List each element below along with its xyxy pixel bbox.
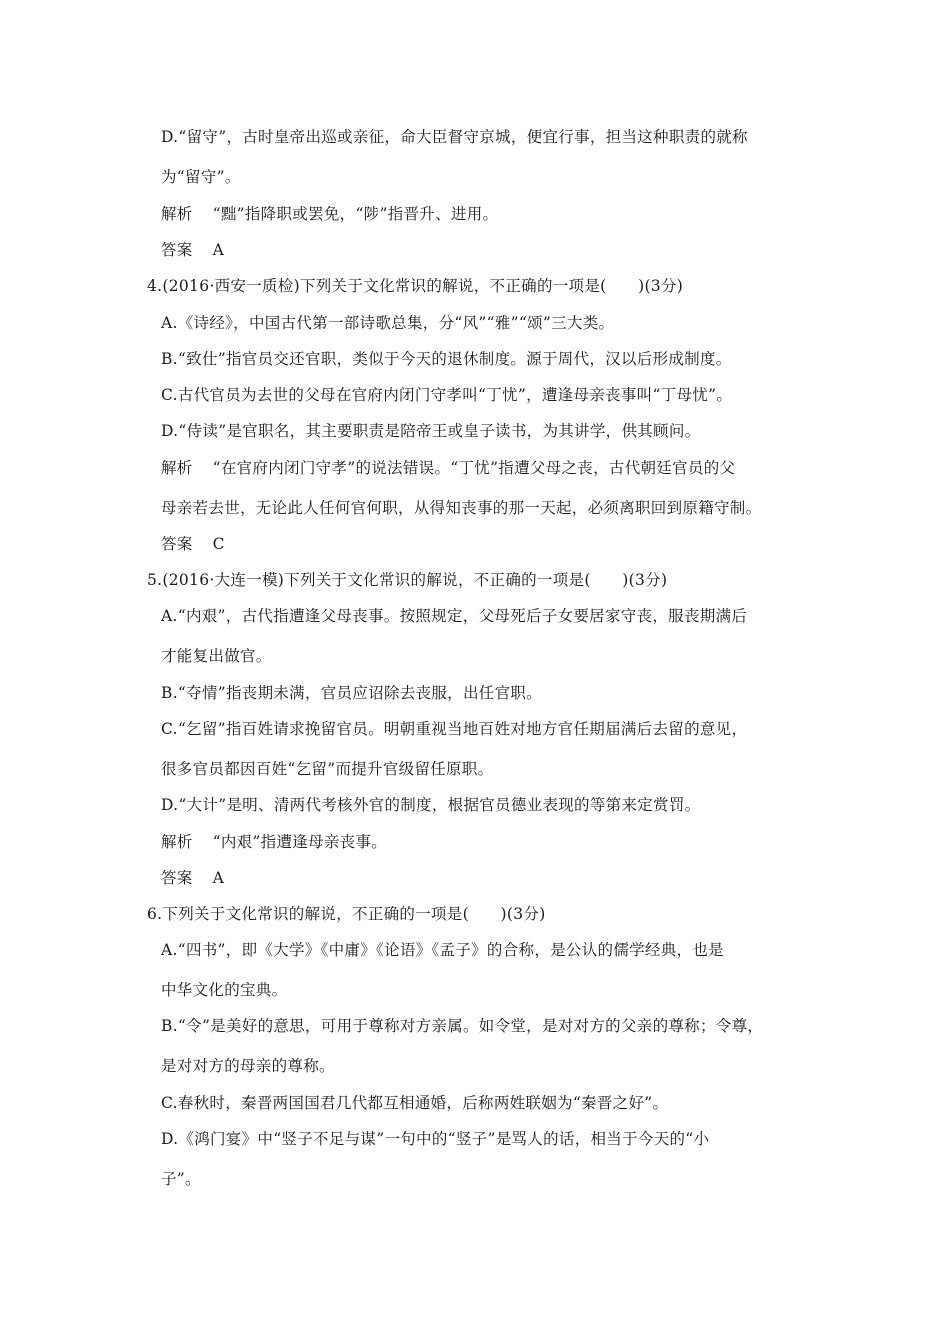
q4-option-c: C.古代官员为去世的父母在官府内闭门守孝叫“丁忧”，遭逢母亲丧事叫“丁母忧”。 [161, 386, 733, 404]
analysis-text: “黜”指降职或罢免，“陟”指晋升、进用。 [212, 205, 499, 223]
prev-option-d-line1: D.“留守”，古时皇帝出巡或亲征，命大臣督守京城，便宜行事，担当这种职责的就称 [161, 128, 748, 146]
q5-option-a-line2: 才能复出做官。 [161, 647, 272, 665]
q6-option-b-line1: B.“令”是美好的意思，可用于尊称对方亲属。如令堂，是对对方的父亲的尊称；令尊， [161, 1017, 764, 1035]
q4-analysis-line2: 母亲若去世，无论此人任何官何职，从得知丧事的那一天起，必须离职回到原籍守制。 [161, 499, 762, 517]
answer-label: 答案 [161, 869, 193, 887]
prev-analysis [161, 204, 498, 224]
q6-option-d-line2: 子”。 [161, 1170, 201, 1188]
q4-answer [161, 534, 225, 554]
analysis-label: 解析 [161, 205, 193, 223]
prev-option-d-line2: 为“留守”。 [161, 168, 241, 186]
q6-stem: 6.下列关于文化常识的解说，不正确的一项是( )(3分) [147, 905, 546, 923]
answer-value: A [212, 241, 225, 259]
q5-stem: 5.(2016·大连一模)下列关于文化常识的解说，不正确的一项是( )(3分) [147, 571, 668, 589]
analysis-label: 解析 [161, 833, 193, 851]
analysis-text: “在官府内闭门守孝”的说法错误。“丁忧”指遭父母之丧，古代朝廷官员的父 [212, 459, 736, 477]
q5-option-d: D.“大计”是明、清两代考核外官的制度，根据官员德业表现的等第来定赏罚。 [161, 796, 701, 814]
q5-option-b: B.“夺情”指丧期未满，官员应诏除去丧服，出任官职。 [161, 684, 542, 702]
q5-answer [161, 868, 224, 888]
answer-label: 答案 [161, 535, 193, 553]
q5-option-a-line1: A.“内艰”，古代指遭逢父母丧事。按照规定，父母死后子女要居家守丧，服丧期满后 [161, 607, 748, 625]
q5-option-c-line1: C.“乞留”指百姓请求挽留官员。明朝重视当地百姓对地方官任期届满后去留的意见， [161, 720, 748, 738]
answer-value: C [212, 535, 225, 553]
answer-label: 答案 [161, 241, 193, 259]
analysis-text: “内艰”指遭逢母亲丧事。 [212, 833, 388, 851]
answer-value: A [212, 869, 225, 887]
q4-stem: 4.(2016·西安一质检)下列关于文化常识的解说，不正确的一项是( )(3分) [147, 277, 684, 295]
q6-option-a-line1: A.“四书”，即《大学》《中庸》《论语》《孟子》的合称，是公认的儒学经典，也是 [161, 941, 724, 959]
q4-option-a: A.《诗经》，中国古代第一部诗歌总集，分“风”“雅”“颂”三大类。 [161, 314, 615, 332]
q6-option-d-line1: D.《鸿门宴》中“竖子不足与谋”一句中的“竖子”是骂人的话，相当于今天的“小 [161, 1130, 710, 1148]
q4-option-b: B.“致仕”指官员交还官职，类似于今天的退休制度。源于周代，汉以后形成制度。 [161, 350, 732, 368]
prev-answer [161, 240, 224, 260]
q6-option-b-line2: 是对对方的母亲的尊称。 [161, 1057, 335, 1075]
q4-option-d: D.“侍读”是官职名，其主要职责是陪帝王或皇子读书，为其讲学，供其顾问。 [161, 422, 701, 440]
analysis-label: 解析 [161, 459, 193, 477]
q4-analysis [161, 458, 735, 478]
q6-option-c: C.春秋时，秦晋两国国君几代都互相通婚，后称两姓联姻为“秦晋之好”。 [161, 1094, 669, 1112]
q6-option-a-line2: 中华文化的宝典。 [161, 981, 288, 999]
q5-analysis [161, 832, 387, 852]
q5-option-c-line2: 很多官员都因百姓“乞留”而提升官级留任原职。 [161, 760, 494, 778]
